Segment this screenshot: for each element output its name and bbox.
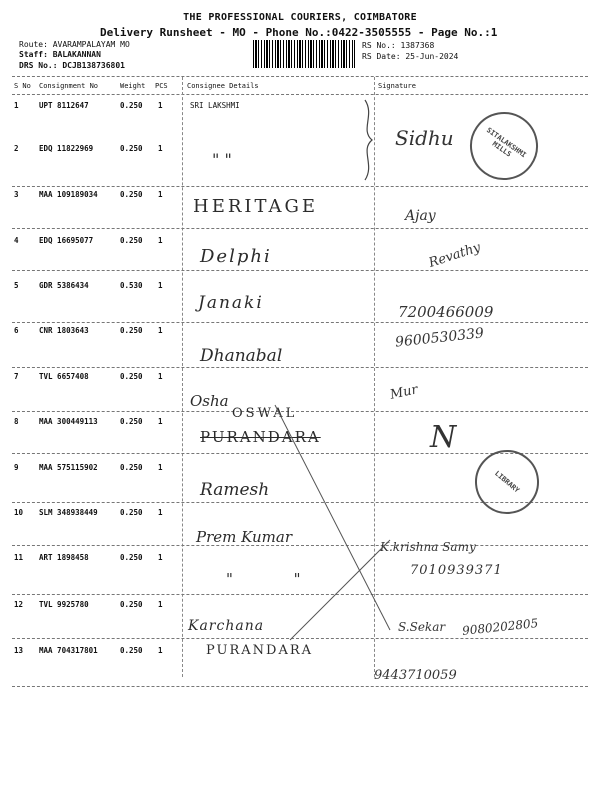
col-header-consignment: Consignment No bbox=[39, 82, 99, 90]
row-handwritten-consignee: " " bbox=[226, 570, 329, 588]
row-signature: Sidhu bbox=[395, 126, 454, 150]
row-pcs: 1 bbox=[158, 326, 163, 335]
row-pcs: 1 bbox=[158, 463, 163, 472]
row-weight: 0.250 bbox=[120, 190, 143, 199]
col-header-signature: Signature bbox=[378, 82, 416, 90]
row-sno: 4 bbox=[14, 236, 19, 245]
row-sno: 8 bbox=[14, 417, 19, 426]
row-weight: 0.250 bbox=[120, 417, 143, 426]
row-consignment-no: ART 1898458 bbox=[39, 553, 89, 562]
row-weight: 0.250 bbox=[120, 326, 143, 335]
row-signature: Revathy bbox=[426, 240, 483, 271]
row-weight: 0.250 bbox=[120, 144, 143, 153]
row-sno: 13 bbox=[14, 646, 24, 655]
staff-label: Staff: bbox=[19, 50, 48, 59]
row-weight: 0.250 bbox=[120, 372, 143, 381]
route-label: Route: bbox=[19, 40, 48, 49]
row-pcs: 1 bbox=[158, 417, 163, 426]
row-handwritten-consignee: Osha bbox=[190, 392, 229, 410]
row-signature: 7010939371 bbox=[410, 563, 503, 578]
staff-value: BALAKANNAN bbox=[52, 50, 101, 59]
rubber-stamp-mills: SITALAKSHMI MILLS bbox=[457, 99, 552, 194]
route-line bbox=[19, 40, 130, 49]
row-weight: 0.250 bbox=[120, 463, 143, 472]
row-sno: 1 bbox=[14, 101, 19, 110]
row-handwritten-consignee: OSWAL bbox=[232, 406, 298, 421]
col-header-pcs: PCS bbox=[155, 82, 168, 90]
row-sno: 5 bbox=[14, 281, 19, 290]
row-signature: 9443710059 bbox=[374, 668, 457, 683]
row-divider bbox=[12, 322, 588, 323]
row-weight: 0.250 bbox=[120, 508, 143, 517]
table-bottom-border bbox=[12, 686, 588, 687]
header-bottom-border bbox=[12, 94, 588, 95]
row-signature: 9600530339 bbox=[394, 325, 485, 351]
rs-no-value: 1387368 bbox=[400, 41, 435, 50]
row-sno: 11 bbox=[14, 553, 24, 562]
row-pcs: 1 bbox=[158, 372, 163, 381]
drs-line bbox=[19, 61, 125, 70]
row-consignment-no: MAA 300449113 bbox=[39, 417, 98, 426]
row-weight: 0.250 bbox=[120, 553, 143, 562]
row-handwritten-consignee: Karchana bbox=[188, 618, 265, 634]
barcode bbox=[253, 40, 355, 68]
row-sno: 3 bbox=[14, 190, 19, 199]
row-signature: 9080202805 bbox=[461, 616, 539, 638]
rs-date-value: 25-Jun-2024 bbox=[405, 52, 459, 61]
row-pcs: 1 bbox=[158, 236, 163, 245]
route-value: AVARAMPALAYAM MO bbox=[52, 40, 130, 49]
col-header-sno: S No bbox=[14, 82, 31, 90]
row-pcs: 1 bbox=[158, 101, 163, 110]
row-handwritten-consignee: Janaki bbox=[198, 293, 264, 313]
row-handwritten-consignee: HERITAGE bbox=[193, 196, 319, 217]
row-sno: 6 bbox=[14, 326, 19, 335]
rs-date-label: RS Date: bbox=[362, 52, 401, 61]
drs-value: DCJB138736801 bbox=[62, 61, 125, 70]
row-signature: K.krishna Samy bbox=[380, 540, 476, 554]
company-title: THE PROFESSIONAL COURIERS, COIMBATORE bbox=[183, 12, 417, 23]
row-pcs: 1 bbox=[158, 281, 163, 290]
handwritten-purandara: PURANDARA bbox=[200, 428, 321, 446]
pen-stroke-lines bbox=[270, 400, 410, 650]
row-sno: 10 bbox=[14, 508, 24, 517]
row-consignment-no: MAA 704317801 bbox=[39, 646, 98, 655]
row-signature: N bbox=[430, 420, 457, 455]
row-handwritten-consignee: Ramesh bbox=[200, 480, 270, 500]
row-divider bbox=[12, 270, 588, 271]
row-consignee: SRI LAKSHMI bbox=[190, 101, 240, 110]
staff-line bbox=[19, 50, 101, 59]
col-header-consignee: Consignee Details bbox=[187, 82, 259, 90]
drs-label: DRS No.: bbox=[19, 61, 58, 70]
bracket-mark bbox=[360, 95, 390, 185]
row-handwritten-consignee: Delphi bbox=[200, 246, 272, 267]
row-consignment-no: EDQ 16695077 bbox=[39, 236, 94, 245]
row-handwritten-consignee: PURANDARA bbox=[206, 643, 314, 658]
row-signature: Ajay bbox=[405, 208, 436, 224]
row-weight: 0.250 bbox=[120, 600, 143, 609]
row-consignment-no: MAA 109189034 bbox=[39, 190, 98, 199]
row-pcs: 1 bbox=[158, 600, 163, 609]
row-divider bbox=[12, 228, 588, 229]
row-pcs: 1 bbox=[158, 144, 163, 153]
row-consignment-no: TVL 9925780 bbox=[39, 600, 89, 609]
row-handwritten-consignee: Prem Kumar bbox=[196, 528, 293, 546]
rs-no-label: RS No.: bbox=[362, 41, 396, 50]
row-consignment-no: TVL 6657408 bbox=[39, 372, 89, 381]
row-weight: 0.250 bbox=[120, 646, 143, 655]
col-header-weight: Weight bbox=[120, 82, 146, 90]
rs-no-line bbox=[362, 41, 434, 50]
row-pcs: 1 bbox=[158, 508, 163, 517]
row-sno: 12 bbox=[14, 600, 24, 609]
table-top-border bbox=[12, 76, 588, 77]
row-weight: 0.530 bbox=[120, 281, 143, 290]
rs-date-line bbox=[362, 52, 458, 61]
row-handwritten-consignee: " " bbox=[212, 150, 232, 169]
consignee-divider bbox=[182, 77, 183, 677]
row-sno: 9 bbox=[14, 463, 19, 472]
row-signature: Mur bbox=[388, 382, 420, 403]
row-consignment-no: GDR 5386434 bbox=[39, 281, 89, 290]
runsheet-subtitle: Delivery Runsheet - MO - Phone No.:0422-3505555 - Page No.:1 bbox=[100, 26, 498, 39]
row-weight: 0.250 bbox=[120, 236, 143, 245]
row-signature: 7200466009 bbox=[398, 303, 494, 321]
row-pcs: 1 bbox=[158, 190, 163, 199]
row-sno: 7 bbox=[14, 372, 19, 381]
row-consignment-no: EDQ 11822969 bbox=[39, 144, 94, 153]
row-consignment-no: CNR 1803643 bbox=[39, 326, 89, 335]
row-consignment-no: SLM 348938449 bbox=[39, 508, 98, 517]
handwritten-sekar: S.Sekar bbox=[398, 620, 446, 634]
row-sno: 2 bbox=[14, 144, 19, 153]
rubber-stamp-library: LIBRARY bbox=[462, 437, 552, 527]
row-pcs: 1 bbox=[158, 553, 163, 562]
row-pcs: 1 bbox=[158, 646, 163, 655]
row-weight: 0.250 bbox=[120, 101, 143, 110]
row-consignment-no: UPT 8112647 bbox=[39, 101, 89, 110]
row-consignment-no: MAA 575115902 bbox=[39, 463, 98, 472]
row-handwritten-consignee: Dhanabal bbox=[200, 346, 283, 366]
row-divider bbox=[12, 186, 588, 187]
row-divider bbox=[12, 367, 588, 368]
